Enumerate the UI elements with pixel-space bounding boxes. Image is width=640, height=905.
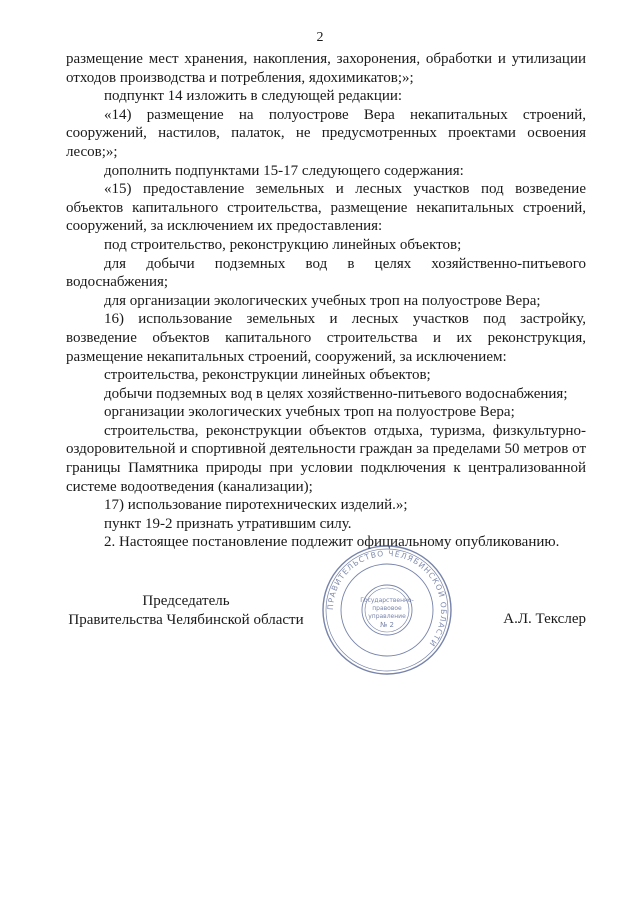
paragraph: строительства, реконструкции объектов отдыха, туризма, физкультурно-оздоровительной и спортивной деятельности граждан за пределами 50 метров от границы Памятника природы при условии подключения к централизованной системе водоотведения (канализации); — [66, 422, 586, 495]
page-number: 2 — [316, 30, 324, 45]
paragraph: размещение мест хранения, накопления, захоронения, обработки и утилизации отходов производства и потребления, ядохимикатов;»; — [66, 51, 586, 86]
paragraph: организации экологических учебных троп на полуострове Вера; — [104, 404, 515, 421]
signatory-title-line2: Правительства Челябинской области — [68, 612, 304, 628]
paragraph: подпункт 14 изложить в следующей редакции: — [104, 88, 403, 105]
seal-inner-line3: управление — [368, 613, 406, 620]
paragraph: 2. Настоящее постановление подлежит официальному опубликованию. — [104, 534, 560, 551]
official-seal-stamp — [320, 543, 454, 677]
paragraph: дополнить подпунктами 15-17 следующего содержания: — [104, 162, 464, 179]
seal-inner-line1: Государственно- — [360, 597, 414, 604]
paragraph: строительства, реконструкции линейных объектов; — [104, 367, 431, 384]
signatory-title-line1: Председатель — [142, 593, 230, 609]
paragraph: «15) предоставление земельных и лесных участков под возведение объектов капитального строительства, размещение некапитальных строений, сооружений, за исключением их предоставления: — [66, 181, 586, 235]
paragraph: 17) использование пиротехнических изделий.»; — [104, 497, 408, 514]
paragraph: для добычи подземных вод в целях хозяйственно-питьевого водоснабжения; — [66, 255, 586, 291]
paragraph: под строительство, реконструкцию линейных объектов; — [104, 236, 462, 253]
seal-inner-line2: правовое — [372, 605, 402, 612]
document-body — [66, 50, 586, 552]
paragraph: 16) использование земельных и лесных участков под застройку, возведение объектов капитального строительства и их реконструкция, размещение некапитальных строений, сооружений, за исключением: — [66, 311, 586, 365]
seal-inner-line4: № 2 — [380, 621, 394, 629]
seal-outer-text-path: ПРАВИТЕЛЬСТВО ЧЕЛЯБИНСКОЙ ОБЛАСТИ — [325, 548, 449, 649]
signatory-title — [66, 592, 306, 630]
paragraph: для организации экологических учебных троп на полуострове Вера; — [104, 292, 541, 309]
paragraph: «14) размещение на полуострове Вера некапитальных строений, сооружений, настилов, палаток, не предусмотренных проектами освоения лесов;»; — [66, 106, 586, 160]
signatory-name: А.Л. Текслер — [503, 611, 586, 627]
paragraph: пункт 19-2 признать утратившим силу. — [104, 515, 352, 532]
paragraph: добычи подземных вод в целях хозяйственно-питьевого водоснабжения; — [104, 385, 568, 402]
